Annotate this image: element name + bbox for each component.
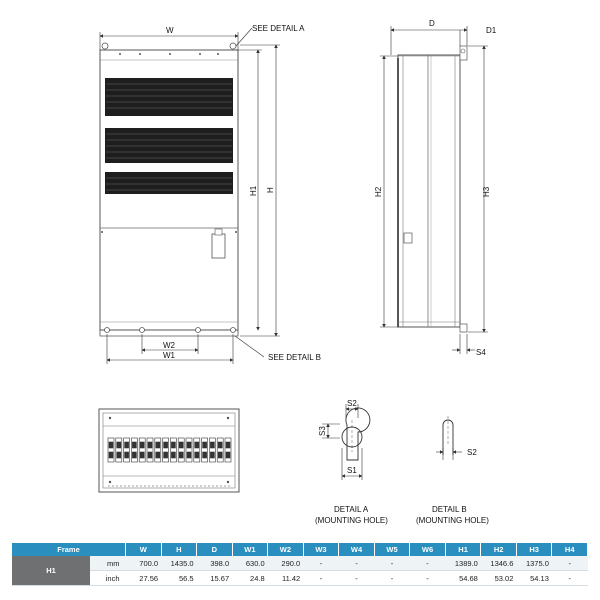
detail-a-s1-label: S1 [347, 466, 357, 475]
table-cell: 24.8 [232, 571, 268, 586]
table-header-cell: W3 [303, 543, 339, 556]
table-cell: 11.42 [268, 571, 304, 586]
detail-a-drawing [322, 404, 370, 480]
table-cell: 27.56 [126, 571, 162, 586]
table-header-cell: H [161, 543, 197, 556]
detail-a-s2-label: S2 [347, 399, 357, 408]
frame-cell: H1 [12, 556, 90, 586]
table-cell: 1375.0 [516, 556, 552, 571]
table-header-cell: W5 [374, 543, 410, 556]
table-cell: 54.68 [445, 571, 481, 586]
dim-h3-label: H3 [482, 186, 491, 197]
dim-h1-label: H1 [249, 185, 258, 196]
table-cell: - [374, 556, 410, 571]
table-header-cell: D [197, 543, 233, 556]
table-cell: 54.13 [516, 571, 552, 586]
table-cell: 15.67 [197, 571, 233, 586]
detail-a-title: DETAIL A [334, 505, 369, 514]
vent-grille-bottom [105, 172, 233, 194]
dim-d1-label: D1 [486, 26, 497, 35]
front-view [100, 43, 238, 336]
table-header-cell: H4 [552, 543, 588, 556]
table-cell: 398.0 [197, 556, 233, 571]
table-header-cell: W2 [268, 543, 304, 556]
table-row [12, 571, 588, 586]
bottom-view [99, 409, 239, 492]
dimension-table [12, 543, 588, 586]
table-row [12, 556, 588, 571]
see-detail-b-label: SEE DETAIL B [268, 353, 321, 362]
dim-w1-label: W1 [163, 351, 175, 360]
unit-cell: mm [90, 556, 126, 571]
table-cell: 290.0 [268, 556, 304, 571]
table-cell: - [303, 571, 339, 586]
table-cell: 53.02 [481, 571, 517, 586]
table-header-cell: W [126, 543, 162, 556]
table-cell: 56.5 [161, 571, 197, 586]
table-header-cell: H2 [481, 543, 517, 556]
table-cell: - [339, 571, 375, 586]
dim-s4-label: S4 [476, 348, 486, 357]
table-cell: 1346.6 [481, 556, 517, 571]
table-cell: - [339, 556, 375, 571]
table-header-cell: H3 [516, 543, 552, 556]
table-header-cell: W1 [232, 543, 268, 556]
table-cell: - [374, 571, 410, 586]
table-cell: - [552, 556, 588, 571]
dim-w-label: W [166, 26, 174, 35]
table-cell: 630.0 [232, 556, 268, 571]
table-cell: - [410, 556, 446, 571]
keypad-slot [212, 234, 225, 258]
see-detail-a-label: SEE DETAIL A [252, 24, 305, 33]
table-cell: 1435.0 [161, 556, 197, 571]
vent-grille-middle [105, 128, 233, 163]
detail-b-s2-label: S2 [467, 448, 477, 457]
table-header-cell: W4 [339, 543, 375, 556]
table-cell: 1389.0 [445, 556, 481, 571]
table-header-cell: Frame [12, 543, 126, 556]
unit-cell: inch [90, 571, 126, 586]
dim-d-label: D [429, 19, 435, 28]
side-view [398, 46, 467, 332]
table-cell: - [303, 556, 339, 571]
table-header-cell: W6 [410, 543, 446, 556]
vent-grille-top [105, 78, 233, 116]
table-header-cell: H1 [445, 543, 481, 556]
detail-a-s3-label: S3 [318, 426, 327, 436]
dim-w2-label: W2 [163, 341, 175, 350]
table-cell: - [410, 571, 446, 586]
dim-h-label: H [266, 187, 275, 193]
dim-h2-label: H2 [374, 186, 383, 197]
table-cell: - [552, 571, 588, 586]
table-cell: 700.0 [126, 556, 162, 571]
detail-b-title: DETAIL B [432, 505, 467, 514]
table-header-row [12, 543, 588, 556]
detail-b-subtitle: (MOUNTING HOLE) [416, 516, 489, 525]
detail-a-subtitle: (MOUNTING HOLE) [315, 516, 388, 525]
detail-b-drawing [436, 416, 462, 460]
